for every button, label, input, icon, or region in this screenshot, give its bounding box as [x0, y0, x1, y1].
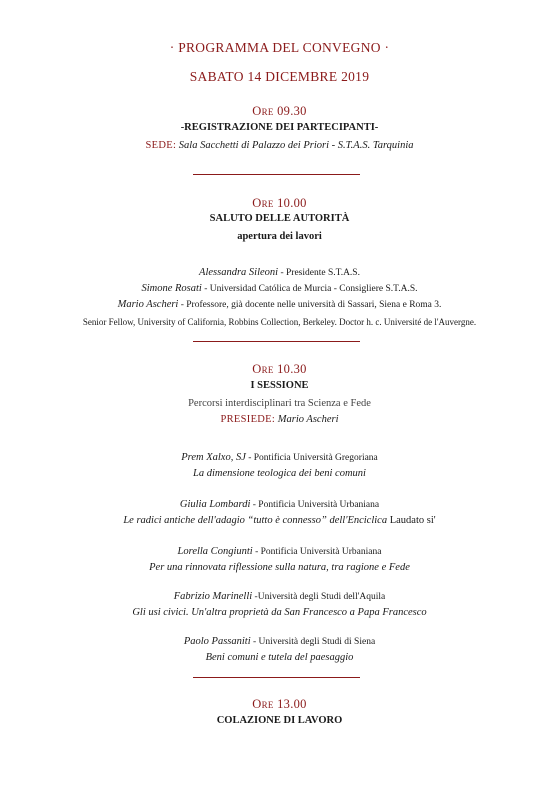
talk-speaker	[0, 499, 559, 510]
venue-line	[0, 140, 559, 151]
talk-title: La dimensione teologica dei beni comuni	[193, 468, 366, 479]
speaker-line	[0, 283, 559, 294]
talk-affiliation: -Università degli Studi dell'Aquila	[252, 592, 386, 602]
time-1000: Ore 10.00	[252, 196, 307, 210]
talk-title-tail: Laudato si'	[387, 515, 436, 526]
program-title: · PROGRAMMA DEL CONVEGNO ·	[169, 40, 390, 55]
divider	[193, 341, 360, 342]
talk-title	[0, 515, 559, 526]
speaker-role: - Presidente S.T.A.S.	[278, 268, 360, 278]
speaker-name: Mario Ascheri	[117, 299, 179, 310]
divider	[193, 677, 360, 678]
chair-name: Mario Ascheri	[277, 414, 339, 425]
talk-speaker	[0, 636, 559, 647]
talk-title: Per una rinnovata riflessione sulla natura, tra ragione e Fede	[149, 562, 410, 573]
greetings-subtitle: apertura dei lavori	[237, 231, 322, 242]
talk-title: Beni comuni e tutela del paesaggio	[205, 652, 354, 663]
speaker-role: - Professore, già docente nelle università di Sassari, Siena e Roma 3.	[178, 300, 442, 310]
talk-speaker-name: Giulia Lombardi	[179, 499, 251, 510]
registration-title: -REGISTRAZIONE DEI PARTECIPANTI-	[180, 122, 379, 133]
speaker-role: - Universidad Católica de Murcia - Consigliere S.T.A.S.	[201, 284, 418, 294]
time-1030: Ore 10.30	[252, 362, 307, 376]
talk-speaker	[0, 452, 559, 463]
speaker-line	[0, 299, 559, 310]
talk-affiliation: - Pontificia Università Urbaniana	[250, 500, 380, 510]
talk-title-text: Le radici antiche dell'adagio “tutto è connesso” dell'Enciclica	[123, 515, 388, 526]
lunch-title: COLAZIONE DI LAVORO	[216, 715, 343, 726]
speaker-credentials: Senior Fellow, University of California, Robbins Collection, Berkeley. Doctor h. c. Université de l'Auvergne.	[82, 317, 477, 327]
talk-affiliation: - Università degli Studi di Siena	[250, 637, 376, 647]
venue-label: SEDE:	[145, 140, 177, 151]
time-0930: Ore 09.30	[252, 104, 307, 118]
program-date: SABATO 14 DICEMBRE 2019	[189, 69, 370, 84]
session-title: I SESSIONE	[250, 380, 309, 391]
greetings-title: SALUTO DELLE AUTORITÀ	[209, 213, 350, 224]
talk-speaker	[0, 591, 559, 602]
chair-line	[0, 414, 559, 425]
talk-title: Gli usi civici. Un'altra proprietà da San Francesco a Papa Francesco	[132, 607, 427, 618]
time-1300: Ore 13.00	[252, 697, 307, 711]
talk-affiliation: - Pontificia Università Gregoriana	[245, 453, 378, 463]
speaker-name: Simone Rosati	[141, 283, 202, 294]
talk-speaker-name: Fabrizio Marinelli	[173, 591, 253, 602]
talk-speaker-name: Lorella Congiunti	[177, 546, 253, 557]
speaker-line	[0, 267, 559, 278]
talk-affiliation: - Pontificia Università Urbaniana	[252, 547, 382, 557]
speaker-name: Alessandra Sileoni	[199, 267, 279, 278]
talk-speaker	[0, 546, 559, 557]
talk-speaker-name: Paolo Passaniti	[183, 636, 251, 647]
session-subtitle: Percorsi interdisciplinari tra Scienza e Fede	[188, 398, 371, 409]
venue-text: Sala Sacchetti di Palazzo dei Priori - S.T.A.S. Tarquinia	[178, 140, 414, 151]
talk-speaker-name: Prem Xalxo, SJ	[181, 452, 246, 463]
divider	[193, 174, 360, 175]
chair-label: PRESIEDE:	[220, 414, 276, 425]
